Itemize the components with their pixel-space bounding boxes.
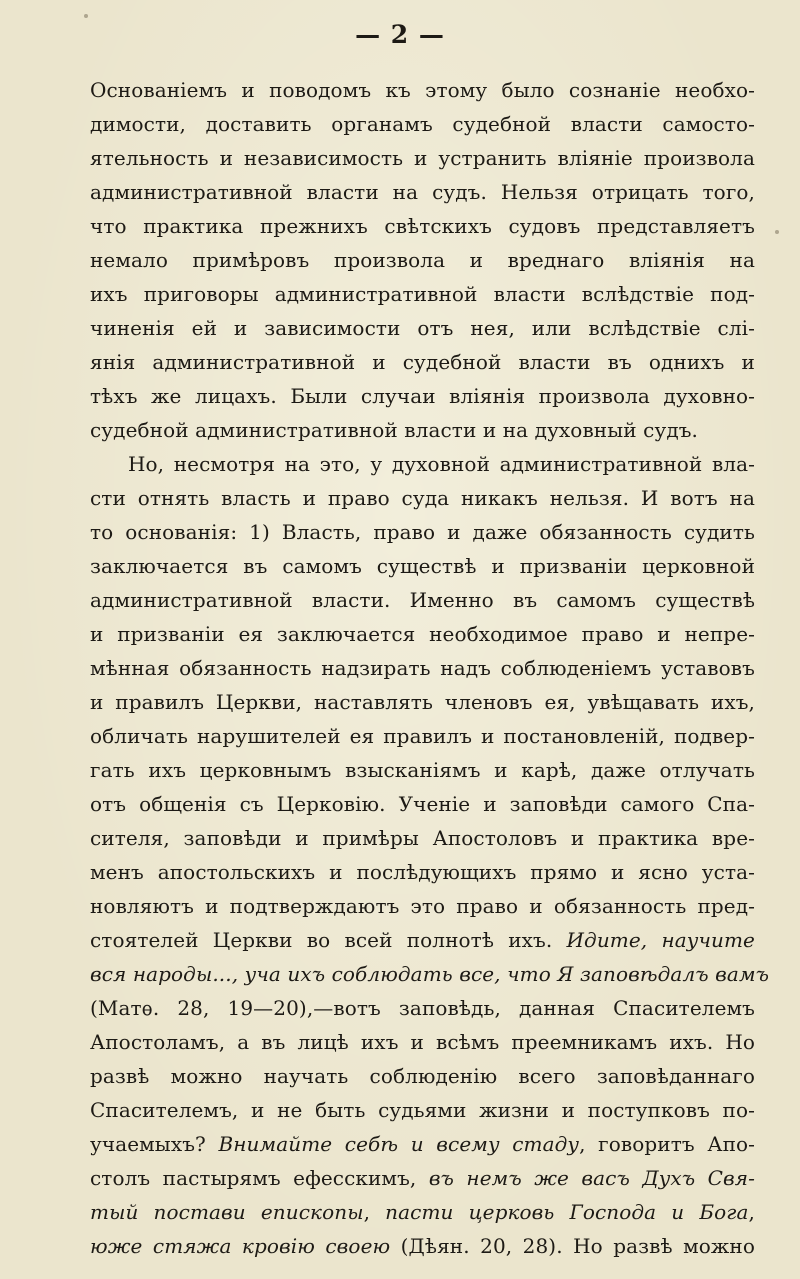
text-line xyxy=(90,957,770,991)
italic-quote-segment: въ немъ же васъ Духъ Свя- xyxy=(428,1166,755,1190)
italic-quote-segment: юже стяжа кровію своею xyxy=(90,1234,391,1258)
text-line xyxy=(90,1161,755,1195)
text-line xyxy=(90,719,755,753)
paper-speck xyxy=(84,14,88,18)
italic-quote-segment: Внимайте себѣ и всему стаду xyxy=(218,1132,580,1156)
text-line xyxy=(90,991,755,1025)
text-segment: ихъ приговоры административной власти вслѣдствіе под- xyxy=(90,282,755,306)
text-segment: янія административной и судебной власти въ однихъ и xyxy=(90,350,755,374)
text-line xyxy=(90,821,755,855)
italic-quote-segment: тый постави епископы xyxy=(90,1200,364,1224)
text-segment: обличать нарушителей ея правилъ и постановленій, подвер- xyxy=(90,724,755,748)
text-line xyxy=(90,1229,755,1263)
text-segment: , xyxy=(748,1200,755,1224)
text-segment: стоятелей Церкви во всей полнотѣ ихъ. xyxy=(90,928,567,952)
text-segment: , говоритъ Апо- xyxy=(579,1132,756,1156)
text-segment: чиненія ей и зависимости отъ нея, или вслѣдствіе слі- xyxy=(90,316,755,340)
text-segment: развѣ можно научать соблюденію всего заповѣданнаго xyxy=(90,1064,755,1088)
text-line xyxy=(90,311,755,345)
text-line xyxy=(90,243,755,277)
text-segment: заключается въ самомъ существѣ и призваніи церковной xyxy=(90,554,755,578)
text-line xyxy=(90,855,755,889)
text-line xyxy=(90,1025,755,1059)
text-line xyxy=(90,753,755,787)
text-line xyxy=(90,583,755,617)
text-line xyxy=(90,515,755,549)
text-line xyxy=(90,1195,755,1229)
text-line xyxy=(90,413,755,447)
text-segment: отъ общенія съ Церковію. Ученіе и заповѣди самого Спа- xyxy=(90,792,755,816)
text-line xyxy=(90,379,755,413)
page-number: — 2 — xyxy=(355,20,445,49)
text-segment: то основанія: 1) Власть, право и даже обязанность судить xyxy=(90,520,755,544)
paper-speck xyxy=(775,230,779,234)
body-text xyxy=(90,73,770,1263)
text-line xyxy=(90,277,755,311)
text-segment: судебной административной власти и на духовный судъ. xyxy=(90,418,699,442)
text-line xyxy=(90,209,755,243)
text-line xyxy=(90,481,755,515)
text-segment: столъ пастырямъ ефесскимъ, xyxy=(90,1166,429,1190)
text-line xyxy=(90,617,755,651)
text-segment: Основаніемъ и поводомъ къ этому было сознаніе необхо- xyxy=(90,78,755,102)
text-segment: менъ апостольскихъ и послѣдующихъ прямо и ясно уста- xyxy=(90,860,755,884)
text-line xyxy=(90,107,755,141)
text-segment: и призваніи ея заключается необходимое право и непре- xyxy=(90,622,755,646)
text-line xyxy=(90,685,755,719)
text-line xyxy=(90,175,755,209)
text-segment: и правилъ Церкви, наставлять членовъ ея, увѣщавать ихъ, xyxy=(90,690,755,714)
text-segment: административной власти на судъ. Нельзя отрицать того, xyxy=(90,180,755,204)
text-line xyxy=(90,787,755,821)
text-segment: административной власти. Именно въ самомъ существѣ xyxy=(90,588,755,612)
text-line xyxy=(90,549,755,583)
text-line xyxy=(90,141,755,175)
text-segment: , xyxy=(363,1200,386,1224)
text-segment: сителя, заповѣди и примѣры Апостоловъ и практика вре- xyxy=(90,826,755,850)
text-line xyxy=(90,447,755,481)
text-line xyxy=(90,1059,755,1093)
text-segment: новляютъ и подтверждаютъ это право и обязанность пред- xyxy=(90,894,755,918)
text-segment: (Дѣян. 20, 28). Но развѣ можно xyxy=(390,1234,755,1258)
text-segment: сти отнять власть и право суда никакъ нельзя. И вотъ на xyxy=(90,486,755,510)
text-segment: учаемыхъ? xyxy=(90,1132,219,1156)
text-line xyxy=(90,1093,755,1127)
text-line xyxy=(90,1127,755,1161)
text-segment: Но, несмотря на это, у духовной административной вла- xyxy=(128,452,755,476)
text-segment: (Матѳ. 28, 19—20),—вотъ заповѣдь, данная Спасителемъ xyxy=(90,996,755,1020)
italic-quote-segment: Идите, научите xyxy=(566,928,755,952)
text-segment: тѣхъ же лицахъ. Были случаи вліянія произвола духовно- xyxy=(90,384,755,408)
text-line xyxy=(90,889,755,923)
text-line xyxy=(90,923,755,957)
italic-quote-segment: пасти церковь Господа и Бога xyxy=(385,1200,749,1224)
italic-quote-segment: вся народы..., уча ихъ соблюдать все, что Я заповѣдалъ вамъ xyxy=(90,962,770,986)
text-line xyxy=(90,651,755,685)
text-line xyxy=(90,345,755,379)
text-segment: Спасителемъ, и не быть судьями жизни и поступковъ по- xyxy=(90,1098,755,1122)
text-segment: ятельность и независимость и устранить вліяніе произвола xyxy=(90,146,755,170)
text-segment: что практика прежнихъ свѣтскихъ судовъ представляетъ xyxy=(90,214,755,238)
text-segment: гать ихъ церковнымъ взысканіямъ и карѣ, даже отлучать xyxy=(90,758,755,782)
text-line xyxy=(90,73,755,107)
text-segment: Апостоламъ, а въ лицѣ ихъ и всѣмъ преемникамъ ихъ. Но xyxy=(90,1030,755,1054)
text-segment: мѣнная обязанность надзирать надъ соблюденіемъ уставовъ xyxy=(90,656,755,680)
text-segment: немало примѣровъ произвола и вреднаго вліянія на xyxy=(90,248,755,272)
text-segment: димости, доставить органамъ судебной власти самосто- xyxy=(90,112,755,136)
